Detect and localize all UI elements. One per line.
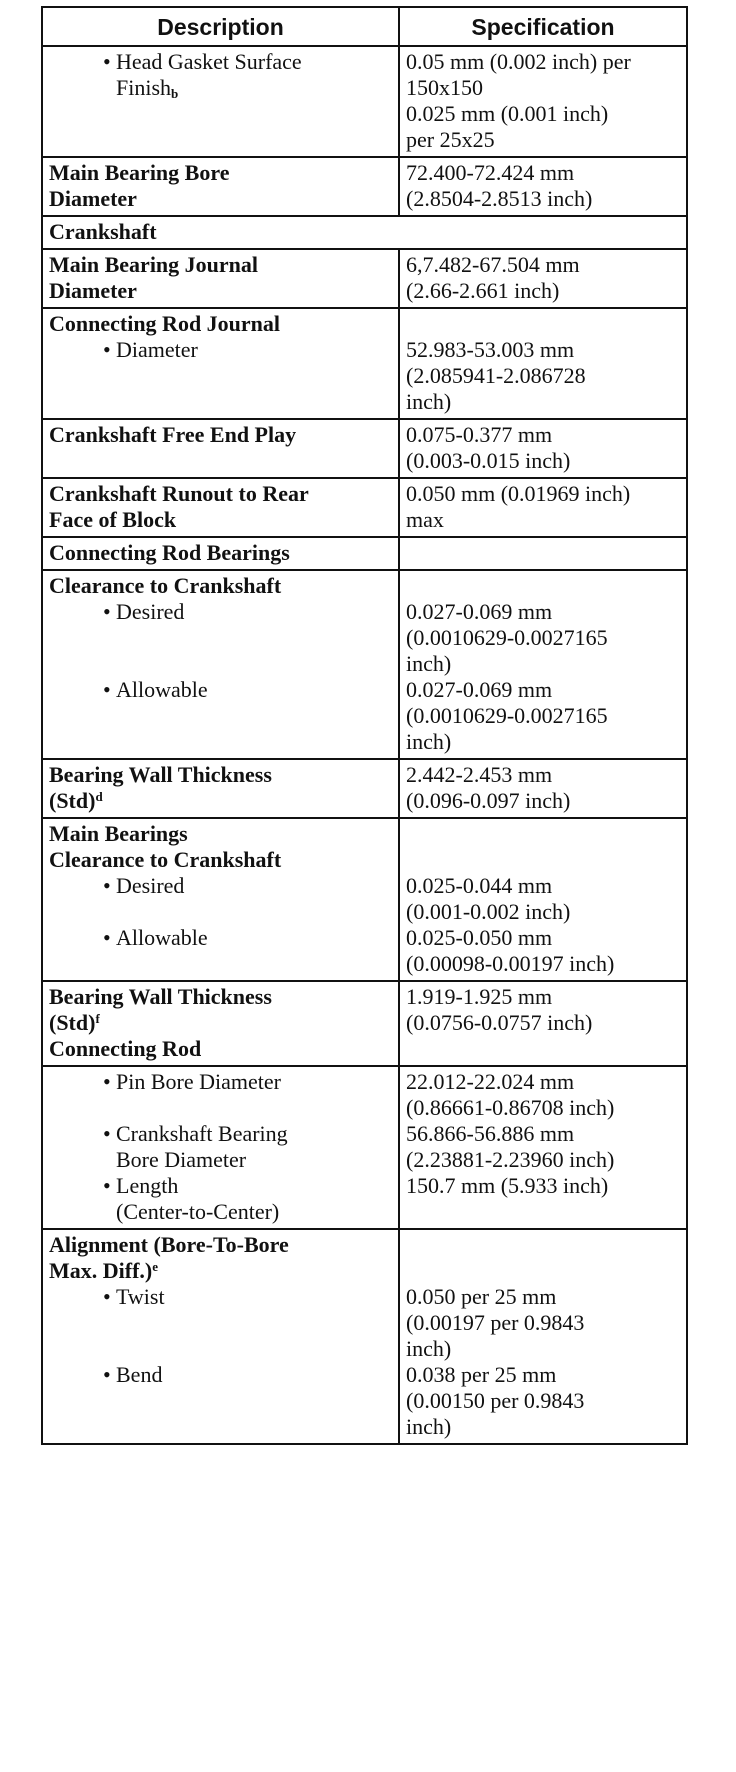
description-cell: Main Bearing Bore Diameter: [42, 157, 399, 216]
bullet-item: • Pin Bore Diameter: [103, 1069, 281, 1094]
footnote-marker: f: [95, 1011, 100, 1026]
section-heading: Crankshaft: [42, 216, 687, 249]
description-cell: Main Bearing Journal Diameter: [42, 249, 399, 308]
specification-table: [41, 6, 688, 1445]
bullet-item: • Twist: [103, 1284, 165, 1309]
header-row: [42, 7, 687, 46]
footnote-marker: e: [152, 1259, 159, 1274]
bullet-icon: •: [103, 337, 111, 362]
description-cell: [42, 46, 399, 157]
table-row: [42, 46, 687, 157]
bullet-item: • Diameter: [103, 337, 198, 362]
specification-cell: 1.919-1.925 mm (0.0756-0.0757 inch): [399, 981, 687, 1066]
description-header: Description: [42, 7, 399, 46]
description-cell: Clearance to Crankshaft • Desired • Allowable: [42, 570, 399, 759]
table-row: [42, 419, 687, 478]
table-row: [42, 570, 687, 759]
description-cell: Connecting Rod Journal • Diameter: [42, 308, 399, 419]
specification-cell: 0.05 mm (0.002 inch) per 150x150 0.025 mm (0.001 inch) per 25x25: [399, 46, 687, 157]
bullet-icon: •: [103, 49, 111, 74]
table-row: [42, 478, 687, 537]
table-row: [42, 216, 687, 249]
bullet-item: • Desired: [103, 599, 185, 624]
bullet-icon: •: [103, 1284, 111, 1309]
bullet-icon: •: [103, 599, 111, 624]
specification-cell: 6,7.482-67.504 mm (2.66-2.661 inch): [399, 249, 687, 308]
bullet-item: • Crankshaft Bearing Bore Diameter: [103, 1121, 288, 1172]
specification-cell: 0.027-0.069 mm (0.0010629-0.0027165 inch) 0.027-0.069 mm (0.0010629-0.0027165 inch): [399, 570, 687, 759]
specification-cell: [399, 537, 687, 570]
specification-cell: 22.012-22.024 mm (0.86661-0.86708 inch) 56.866-56.886 mm (2.23881-2.23960 inch) 150.7 mm (5.933 inch): [399, 1066, 687, 1229]
bullet-item: • Desired: [103, 873, 185, 898]
bullet-item: • Head Gasket Surface Finish$_b$: [103, 49, 302, 101]
bullet-icon: •: [103, 1069, 111, 1094]
specification-cell: 0.050 per 25 mm (0.00197 per 0.9843 inch) 0.038 per 25 mm (0.00150 per 0.9843 inch): [399, 1229, 687, 1444]
specification-cell: 0.075-0.377 mm (0.003-0.015 inch): [399, 419, 687, 478]
section-heading: Connecting Rod Bearings: [42, 537, 399, 570]
table-row: [42, 249, 687, 308]
specification-cell: 52.983-53.003 mm (2.085941-2.086728 inch): [399, 308, 687, 419]
specification-cell: 72.400-72.424 mm (2.8504-2.8513 inch): [399, 157, 687, 216]
bullet-item: • Allowable: [103, 677, 208, 702]
bullet-icon: •: [103, 1173, 111, 1198]
table-row: [42, 157, 687, 216]
table-row: [42, 1229, 687, 1444]
description-cell: Bearing Wall Thickness (Std)$^f$ Connecting Rod: [42, 981, 399, 1066]
specification-header: Specification: [399, 7, 687, 46]
description-cell: Alignment (Bore-To-Bore Max. Diff.)$^e$ • Twist • Bend: [42, 1229, 399, 1444]
table-row: [42, 537, 687, 570]
bullet-item: • Bend: [103, 1362, 163, 1387]
description-cell: Crankshaft Free End Play: [42, 419, 399, 478]
table-row: [42, 759, 687, 818]
bullet-item: • Allowable: [103, 925, 208, 950]
specification-cell: 0.050 mm (0.01969 inch) max: [399, 478, 687, 537]
description-cell: Main Bearings Clearance to Crankshaft • Desired • Allowable: [42, 818, 399, 981]
bullet-icon: •: [103, 925, 111, 950]
footnote-marker: d: [95, 789, 103, 804]
specification-cell: 2.442-2.453 mm (0.096-0.097 inch): [399, 759, 687, 818]
specification-cell: 0.025-0.044 mm (0.001-0.002 inch) 0.025-0.050 mm (0.00098-0.00197 inch): [399, 818, 687, 981]
table-row: [42, 818, 687, 981]
bullet-icon: •: [103, 1362, 111, 1387]
table-row: [42, 308, 687, 419]
bullet-item: • Length (Center-to-Center): [103, 1173, 280, 1224]
table-row: [42, 981, 687, 1066]
description-cell: Bearing Wall Thickness (Std)$^d$: [42, 759, 399, 818]
bullet-icon: •: [103, 677, 111, 702]
table-row: [42, 1066, 687, 1229]
bullet-icon: •: [103, 1121, 111, 1146]
description-cell: Crankshaft Runout to Rear Face of Block: [42, 478, 399, 537]
footnote-marker: b: [171, 86, 179, 101]
bullet-icon: •: [103, 873, 111, 898]
description-cell: [42, 1066, 399, 1229]
